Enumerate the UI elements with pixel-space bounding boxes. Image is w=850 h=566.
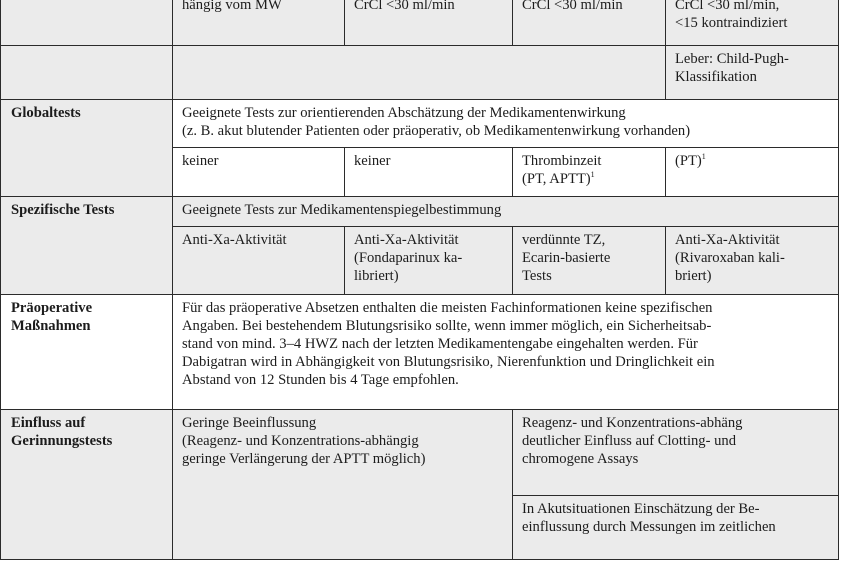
table-row: [1, 46, 839, 100]
cell-renal-col1: hängig vom MW: [173, 0, 345, 46]
spez-col2-line2: (Fondaparinux ka-: [354, 250, 463, 266]
praeoperative-line2: Angaben. Bei bestehendem Blutungsrisiko sollte, wenn immer möglich, ein Sicherheitsab-: [182, 318, 712, 334]
global-col4-text: (PT): [675, 153, 702, 169]
cell-renal-col2: CrCl <30 ml/min: [345, 0, 513, 46]
globaltests-description: [173, 100, 839, 148]
cell-global-col1: keiner: [173, 148, 345, 197]
empty-span-cell: [173, 46, 666, 100]
einfluss-right2-line2: einflussung durch Messungen im zeitlichen: [522, 519, 776, 535]
einfluss-left-line1: Geringe Beeinflussung: [182, 415, 317, 431]
praeoperative-label-line2: Maßnahmen: [11, 318, 91, 334]
einfluss-left-cell: [173, 410, 513, 560]
cell-spez-col4: [666, 227, 839, 295]
einfluss-right-cell-2: [513, 496, 839, 560]
einfluss-right1-line3: chromogene Assays: [522, 451, 639, 467]
praeoperative-line5: Abstand von 12 Stunden bis 4 Tage empfohlen.: [182, 372, 459, 388]
cell-spez-col3: [513, 227, 666, 295]
row-label-einfluss: [1, 410, 173, 560]
renal-col4-line2: <15 kontraindiziert: [675, 15, 788, 31]
cell-spez-col2: [345, 227, 513, 295]
cell-spez-col1: Anti-Xa-Aktivität: [173, 227, 345, 295]
global-col3-line2: (PT, APTT): [522, 171, 591, 187]
footnote-marker: 1: [590, 170, 595, 180]
table-row: [1, 197, 839, 227]
spezifische-description: Geeignete Tests zur Medikamentenspiegelbestimmung: [173, 197, 839, 227]
row-label-cell: [1, 0, 173, 46]
row-label-globaltests: Globaltests: [1, 100, 173, 197]
cell-global-col2: keiner: [345, 148, 513, 197]
globaltests-desc-line1: Geeignete Tests zur orientierenden Abschätzung der Medikamentenwirkung: [182, 105, 626, 121]
row-label-praeoperative: [1, 295, 173, 410]
praeoperative-line4: Dabigatran wird in Abhängigkeit von Blutungsrisiko, Nierenfunktion und Dringlichkeit ein: [182, 354, 715, 370]
praeoperative-line3: stand von mind. 3–4 HWZ nach der letzten Medikamentengabe eingehalten werden. Für: [182, 336, 698, 352]
einfluss-left-line2: (Reagenz- und Konzentrations-abhängig: [182, 433, 419, 449]
cell-renal-col3: CrCl <30 ml/min: [513, 0, 666, 46]
table-row: [1, 410, 839, 496]
spez-col4-line1: Anti-Xa-Aktivität: [675, 232, 780, 248]
table-row: [1, 0, 839, 46]
renal-col4-line1: CrCl <30 ml/min,: [675, 0, 780, 13]
einfluss-right2-line1: In Akutsituationen Einschätzung der Be-: [522, 501, 760, 517]
cell-global-col4: [666, 148, 839, 197]
global-col3-line1: Thrombinzeit: [522, 153, 602, 169]
spez-col4-line3: briert): [675, 268, 712, 284]
table-row: [1, 100, 839, 148]
spez-col3-line1: verdünnte TZ,: [522, 232, 606, 248]
row-label-spezifische-tests: Spezifische Tests: [1, 197, 173, 295]
table-row: [1, 295, 839, 410]
einfluss-left-line3: geringe Verlängerung der APTT möglich): [182, 451, 426, 467]
einfluss-label-line1: Einfluss auf: [11, 415, 86, 431]
praeoperative-label-line1: Präoperative: [11, 300, 93, 316]
praeoperative-line1: Für das präoperative Absetzen enthalten die meisten Fachinformationen keine spezifischen: [182, 300, 713, 316]
globaltests-desc-line2: (z. B. akut blutender Patienten oder präoperativ, ob Medikamentenwirkung vorhanden): [182, 123, 691, 139]
footnote-marker: 1: [701, 152, 706, 162]
row-label-cell: [1, 46, 173, 100]
cell-global-col3: [513, 148, 666, 197]
spez-col3-line3: Tests: [522, 268, 552, 284]
einfluss-right1-line1: Reagenz- und Konzentrations-abhäng: [522, 415, 743, 431]
cell-renal-col4: [666, 0, 839, 46]
einfluss-right-cell-1: [513, 410, 839, 496]
einfluss-right1-line2: deutlicher Einfluss auf Clotting- und: [522, 433, 737, 449]
spez-col2-line1: Anti-Xa-Aktivität: [354, 232, 459, 248]
cell-liver: Leber: Child-Pugh-Klassifikation: [666, 46, 839, 100]
einfluss-label-line2: Gerinnungstests: [11, 433, 113, 449]
spez-col4-line2: (Rivaroxaban kali-: [675, 250, 785, 266]
spez-col3-line2: Ecarin-basierte: [522, 250, 611, 266]
praeoperative-text: [173, 295, 839, 410]
spez-col2-line3: libriert): [354, 268, 399, 284]
